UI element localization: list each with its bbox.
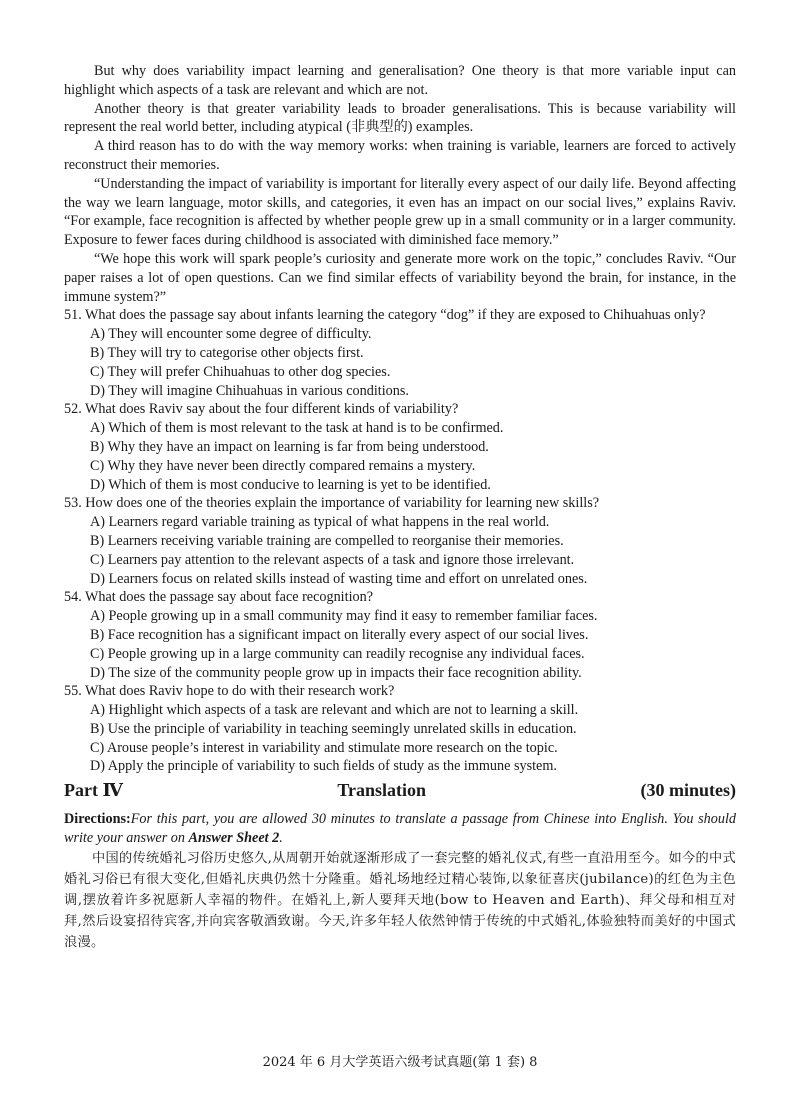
passage-paragraph: Another theory is that greater variability leads to broader generalisations. This is because variability will represent the real world better, including atypical (非典型的) examples.: [64, 100, 736, 136]
question-54: [64, 588, 736, 682]
directions: [64, 810, 736, 848]
answer-option[interactable]: B) Why they have an impact on learning is far from being understood.: [90, 438, 489, 455]
part-title: Translation: [337, 780, 427, 801]
answer-option[interactable]: C) People growing up in a large community can readily recognise any individual faces.: [90, 645, 585, 662]
answer-option[interactable]: D) Which of them is most conducive to learning is yet to be identified.: [90, 476, 491, 493]
answer-option[interactable]: D) The size of the community people grow up in impacts their face recognition ability.: [90, 664, 582, 681]
answer-option[interactable]: D) Apply the principle of variability to such fields of study as the immune system.: [90, 758, 557, 775]
passage-paragraph: “Understanding the impact of variability is important for literally every aspect of our daily life. Beyond affecting the way we learn language, motor skills, and categories, it even has an impact on our social lives,” explains Raviv. “For example, face recognition is affected by whether people grew up in a small community or in a larger community. Exposure to fewer faces during childhood is associated with diminished face memory.”: [64, 175, 736, 249]
part-label: Part Ⅳ: [64, 780, 123, 801]
question-53: [64, 494, 736, 588]
answer-option[interactable]: B) Learners receiving variable training are compelled to reorganise their memories.: [90, 532, 564, 549]
question-stem: 53. How does one of the theories explain the importance of variability for learning new skills?: [64, 495, 600, 512]
answer-option[interactable]: C) They will prefer Chihuahuas to other dog species.: [90, 363, 391, 380]
page-footer: 2024 年 6 月大学英语六级考试真题(第 1 套) 8: [262, 1055, 538, 1070]
directions-label: Directions:: [64, 811, 131, 828]
part-time: (30 minutes): [640, 780, 736, 801]
question-stem: 52. What does Raviv say about the four different kinds of variability?: [64, 401, 459, 418]
part-heading: [64, 780, 736, 806]
answer-option[interactable]: C) Arouse people’s interest in variability and stimulate more research on the topic.: [90, 739, 558, 756]
translation-passage: 中国的传统婚礼习俗历史悠久,从周朝开始就逐渐形成了一套完整的婚礼仪式,有些一直沿用至今。如今的中式婚礼习俗已有很大变化,但婚礼庆典仍然十分隆重。婚礼场地经过精心装饰,以象征喜庆(jubilance)的红色为主色调,摆放着许多祝愿新人幸福的物件。在婚礼上,新人要拜天地(bow to Heaven and Earth)、拜父母和相互对拜,然后设宴招待宾客,并向宾客敬酒致谢。今天,许多年轻人依然钟情于传统的中式婚礼,体验独特而美好的中国式浪漫。: [64, 850, 736, 950]
passage-paragraph: A third reason has to do with the way memory works: when training is variable, learners are forced to actively reconstruct their memories.: [64, 138, 736, 173]
passage-paragraph: But why does variability impact learning and generalisation? One theory is that more variable input can highlight which aspects of a task are relevant and which are not.: [64, 63, 736, 98]
question-55: [64, 682, 736, 776]
exam-page: [64, 62, 736, 953]
answer-option[interactable]: D) They will imagine Chihuahuas in various conditions.: [90, 382, 409, 399]
question-stem: 51. What does the passage say about infants learning the category “dog” if they are exposed to Chihuahuas only?: [64, 307, 706, 324]
answer-sheet-name: Answer Sheet 2: [188, 830, 280, 847]
question-51: [64, 306, 736, 400]
answer-option[interactable]: A) Learners regard variable training as typical of what happens in the real world.: [90, 514, 550, 531]
answer-option[interactable]: A) People growing up in a small community may find it easy to remember familiar faces.: [90, 608, 598, 625]
answer-option[interactable]: C) Why they have never been directly compared remains a mystery.: [90, 457, 476, 474]
question-stem: 54. What does the passage say about face recognition?: [64, 589, 373, 606]
answer-option[interactable]: B) Face recognition has a significant impact on literally every aspect of our social lives.: [90, 626, 589, 643]
answer-option[interactable]: A) They will encounter some degree of difficulty.: [90, 326, 372, 343]
question-stem: 55. What does Raviv hope to do with their research work?: [64, 683, 395, 700]
answer-option[interactable]: C) Learners pay attention to the relevant aspects of a task and ignore those irrelevant.: [90, 551, 575, 568]
question-52: [64, 400, 736, 494]
answer-option[interactable]: A) Which of them is most relevant to the task at hand is to be confirmed.: [90, 420, 504, 437]
directions-text: For this part, you are allowed 30 minutes to translate a passage from Chinese into English. You should write your answer on: [64, 811, 736, 847]
answer-option[interactable]: A) Highlight which aspects of a task are relevant and which are not to learning a skill.: [90, 702, 579, 719]
answer-option[interactable]: B) They will try to categorise other objects first.: [90, 344, 364, 361]
directions-end: .: [279, 830, 283, 847]
answer-option[interactable]: B) Use the principle of variability in teaching seemingly unrelated skills in education.: [90, 720, 577, 737]
passage-paragraph: “We hope this work will spark people’s curiosity and generate more work on the topic,” concludes Raviv. “Our paper raises a lot of open questions. Can we find similar effects of variability beyond the brain, for instance, in the immune system?”: [64, 250, 736, 305]
answer-option[interactable]: D) Learners focus on related skills instead of wasting time and effort on unrelated ones.: [90, 570, 588, 587]
